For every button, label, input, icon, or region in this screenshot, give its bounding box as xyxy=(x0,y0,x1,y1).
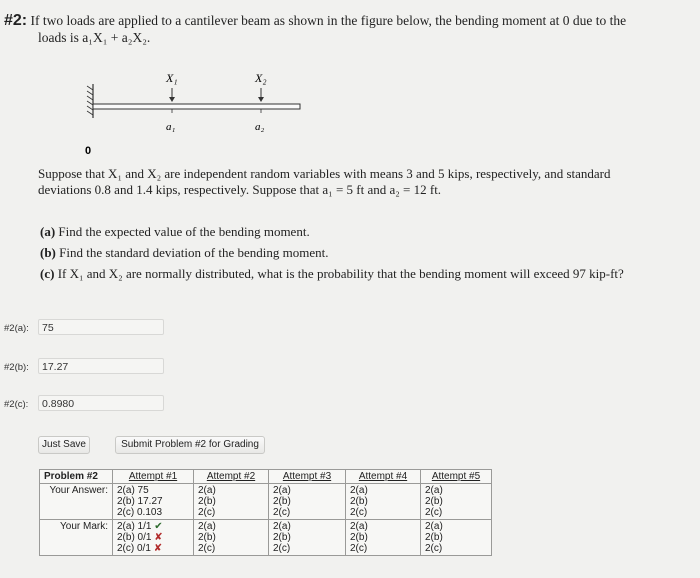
load2-label: X₂ xyxy=(255,71,267,85)
cross-icon: ✘ xyxy=(154,532,163,543)
answer-c-input[interactable]: 0.8980 xyxy=(38,395,164,411)
intro-line-2: loads is a₁X₁ + a₂X₂. xyxy=(38,30,151,45)
answer-b-label: #2(b): xyxy=(4,362,29,373)
problem-statement xyxy=(4,12,694,46)
part-c xyxy=(40,266,624,282)
wall-hatch xyxy=(87,86,93,115)
part-c-tag: (c) xyxy=(40,266,55,281)
just-save-button[interactable]: Just Save xyxy=(38,436,90,454)
attempt-5-header: Attempt #5 xyxy=(421,470,492,484)
attempts-header-row xyxy=(40,470,492,484)
part-a-tag: (a) xyxy=(40,224,56,239)
beam xyxy=(93,104,300,109)
attempt-3-header: Attempt #3 xyxy=(269,470,346,484)
answer-a-label: #2(a): xyxy=(4,323,29,334)
load2-arrowhead xyxy=(258,97,264,102)
your-mark-row xyxy=(40,520,492,556)
origin-label: 0 xyxy=(85,145,92,157)
attempt-4-answers: 2(a) 2(b) 2(c) xyxy=(346,484,421,520)
part-a-text: Find the expected value of the bending moment. xyxy=(58,224,310,239)
your-answer-row xyxy=(40,484,492,520)
given-line-1: Suppose that X₁ and X₂ are independent random variables with means 3 and 5 kips, respectively, and standard xyxy=(38,166,611,181)
attempt-2-answers: 2(a) 2(b) 2(c) xyxy=(194,484,269,520)
attempt-3-marks: 2(a) 2(b) 2(c) xyxy=(269,520,346,556)
table-corner: Problem #2 xyxy=(40,470,113,484)
attempt-2-header: Attempt #2 xyxy=(194,470,269,484)
cross-icon: ✘ xyxy=(153,543,163,554)
part-c-text: If X₁ and X₂ are normally distributed, what is the probability that the bending moment will exceed 97 kip-ft? xyxy=(57,266,624,281)
answer-a-input[interactable]: 75 xyxy=(38,319,164,335)
attempt-5-answers: 2(a) 2(b) 2(c) xyxy=(421,484,492,520)
part-a xyxy=(40,224,310,240)
your-answer-label: Your Answer: xyxy=(40,484,113,520)
intro-line-1: If two loads are applied to a cantilever beam as shown in the figure below, the bending moment at 0 due to the xyxy=(30,13,627,28)
submit-button[interactable]: Submit Problem #2 for Grading xyxy=(115,436,265,454)
given-paragraph xyxy=(38,166,688,198)
part-b xyxy=(40,245,328,261)
attempt-1-answers: 2(a) 75 2(b) 17.27 2(c) 0.103 xyxy=(113,484,194,520)
attempt-4-marks: 2(a) 2(b) 2(c) xyxy=(346,520,421,556)
given-line-2: deviations 0.8 and 1.4 kips, respectively. Suppose that a₁ = 5 ft and a₂ = 12 ft. xyxy=(38,182,442,197)
attempts-table xyxy=(39,469,492,556)
attempt-1-marks: 2(a) 1/1 ✔ 2(b) 0/1 ✘ 2(c) 0/1 ✘ xyxy=(113,520,194,556)
load1-label: X₁ xyxy=(166,71,178,85)
dist2-label: a₂ xyxy=(255,121,265,133)
dist1-label: a₁ xyxy=(166,121,176,133)
answer-c-label: #2(c): xyxy=(4,399,29,410)
answer-b-input[interactable]: 17.27 xyxy=(38,358,164,374)
attempt-2-marks: 2(a) 2(b) 2(c) xyxy=(194,520,269,556)
check-icon: ✔ xyxy=(154,521,163,532)
problem-number: #2: xyxy=(4,12,28,29)
part-b-tag: (b) xyxy=(40,245,56,260)
cantilever-beam-figure xyxy=(80,66,310,158)
attempt-4-header: Attempt #4 xyxy=(346,470,421,484)
your-mark-label: Your Mark: xyxy=(40,520,113,556)
attempt-3-answers: 2(a) 2(b) 2(c) xyxy=(269,484,346,520)
part-b-text: Find the standard deviation of the bending moment. xyxy=(59,245,329,260)
load1-arrowhead xyxy=(169,97,175,102)
attempt-1-header: Attempt #1 xyxy=(113,470,194,484)
attempt-5-marks: 2(a) 2(b) 2(c) xyxy=(421,520,492,556)
